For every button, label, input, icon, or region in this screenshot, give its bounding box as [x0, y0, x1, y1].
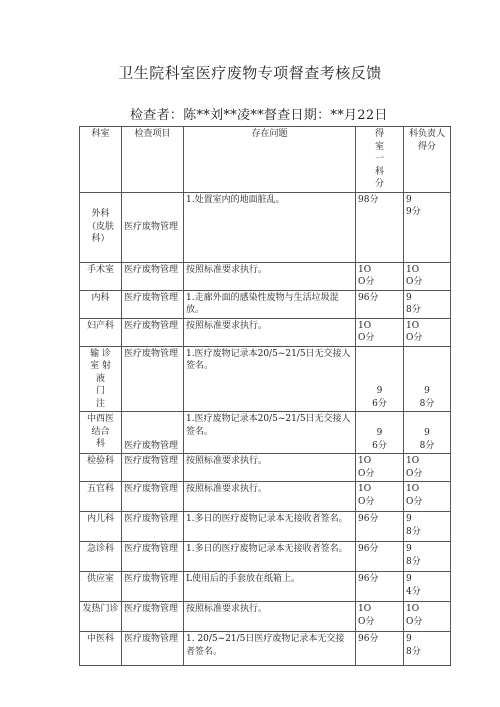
issue-cell: 1.处置室内的地面脏乱。 [184, 192, 356, 262]
table-row [80, 262, 451, 290]
lead-score-cell: 9 8分 [404, 346, 451, 412]
table-row [80, 482, 451, 512]
department-cell: 妇产科 [80, 318, 122, 346]
issue-cell: 1. 20/5~21/5日医疗废物记录本无交接者签名。 [184, 632, 356, 666]
lead-score-cell: 9 8分 [404, 512, 451, 542]
department-cell: 中西医 结合 科 [80, 412, 122, 454]
item-cell: 医疗废物管理 [122, 602, 184, 632]
score-cell: 96分 [356, 572, 404, 602]
issue-cell: 按照标准要求执行。 [184, 454, 356, 482]
page-title: 卫生院科室医疗废物专项督查考核反馈 [118, 64, 382, 82]
header-issue: 存在问题 [184, 127, 356, 193]
score-cell: 96分 [356, 512, 404, 542]
lead-score-cell: 9 4分 [404, 572, 451, 602]
item-cell: 医疗废物管理 [122, 262, 184, 290]
score-cell: 1O O分 [356, 262, 404, 290]
table-row [80, 412, 451, 454]
table-header-row [80, 127, 451, 193]
issue-cell: 1.医疗废物记录本20/5~21/5日无交接人签名。 [184, 346, 356, 412]
score-cell: 1O O分 [356, 454, 404, 482]
item-cell: 医疗废物管理 [122, 512, 184, 542]
issue-cell: 1.多日的医疗废物记录本无接收者签名。 [184, 542, 356, 572]
department-cell: 手术室 [80, 262, 122, 290]
item-cell: 医疗废物管理 [122, 318, 184, 346]
department-cell: 发热门诊 [80, 602, 122, 632]
issue-cell: 1.多日的医疗废物记录本无接收者签名。 [184, 512, 356, 542]
score-cell: 9 6分 [356, 346, 404, 412]
lead-score-cell: 9 8分 [404, 542, 451, 572]
issue-cell: 按照标准要求执行。 [184, 262, 356, 290]
item-cell: 医疗废物管理 [122, 192, 184, 262]
department-cell: 输 诊 室 射 液 门 注 [80, 346, 122, 412]
score-cell: 98分 [356, 192, 404, 262]
issue-cell: 按照标准要求执行。 [184, 482, 356, 512]
table-row [80, 192, 451, 262]
score-cell: 96分 [356, 290, 404, 318]
issue-cell: L使用后的手套放在纸箱上。 [184, 572, 356, 602]
score-cell: 1O O分 [356, 318, 404, 346]
lead-score-cell: 9 8分 [404, 412, 451, 454]
score-cell: 96分 [356, 542, 404, 572]
header-item: 检查项目 [122, 127, 184, 193]
item-cell: 医疗废物管理 [122, 632, 184, 666]
item-cell: 医疗废物管理 [122, 572, 184, 602]
lead-score-cell: 1O O分 [404, 262, 451, 290]
score-cell: 1O O分 [356, 602, 404, 632]
table-row [80, 602, 451, 632]
item-cell: 医疗废物管理 [122, 412, 184, 454]
table-row [80, 632, 451, 666]
lead-score-cell: 9 8分 [404, 290, 451, 318]
item-cell: 医疗废物管理 [122, 542, 184, 572]
table-row [80, 512, 451, 542]
table-row [80, 454, 451, 482]
department-cell: 内科 [80, 290, 122, 318]
department-cell: 检验科 [80, 454, 122, 482]
department-cell: 五官科 [80, 482, 122, 512]
lead-score-cell: 9 8分 [404, 632, 451, 666]
feedback-table [79, 126, 451, 666]
lead-score-cell: 1O O分 [404, 454, 451, 482]
score-cell: 1O O分 [356, 482, 404, 512]
table-row [80, 542, 451, 572]
department-cell: 急诊科 [80, 542, 122, 572]
header-lead-score: 科负责人 得分 [404, 127, 451, 193]
item-cell: 医疗废物管理 [122, 290, 184, 318]
item-cell: 医疗废物管理 [122, 346, 184, 412]
lead-score-cell: 9 9分 [404, 192, 451, 262]
inspection-info: 检查者：陈**刘**凌**督查日期：**月22日 [130, 108, 388, 123]
item-cell: 医疗废物管理 [122, 454, 184, 482]
department-cell: 供应室 [80, 572, 122, 602]
department-cell: 外科 （皮肤 科） [80, 192, 122, 262]
header-dept-score: 得 室 一 科 分 [356, 127, 404, 193]
department-cell: 内儿科 [80, 512, 122, 542]
score-cell: 9 6分 [356, 412, 404, 454]
issue-cell: 按照标准要求执行。 [184, 602, 356, 632]
score-cell: 96分 [356, 632, 404, 666]
table-row [80, 572, 451, 602]
item-cell: 医疗废物管理 [122, 482, 184, 512]
table-row [80, 290, 451, 318]
lead-score-cell: 1O O分 [404, 318, 451, 346]
issue-cell: 1.走廊外面的感染性废物与生活垃圾混放。 [184, 290, 356, 318]
table-row [80, 318, 451, 346]
table-row [80, 346, 451, 412]
issue-cell: 按照标准要求执行。 [184, 318, 356, 346]
lead-score-cell: 1O O分 [404, 482, 451, 512]
issue-cell: 1.医疗废物记录本20/5~21/5日无交接人签名。 [184, 412, 356, 454]
lead-score-cell: 1O O分 [404, 602, 451, 632]
header-department: 科室 [80, 127, 122, 193]
department-cell: 中医科 [80, 632, 122, 666]
